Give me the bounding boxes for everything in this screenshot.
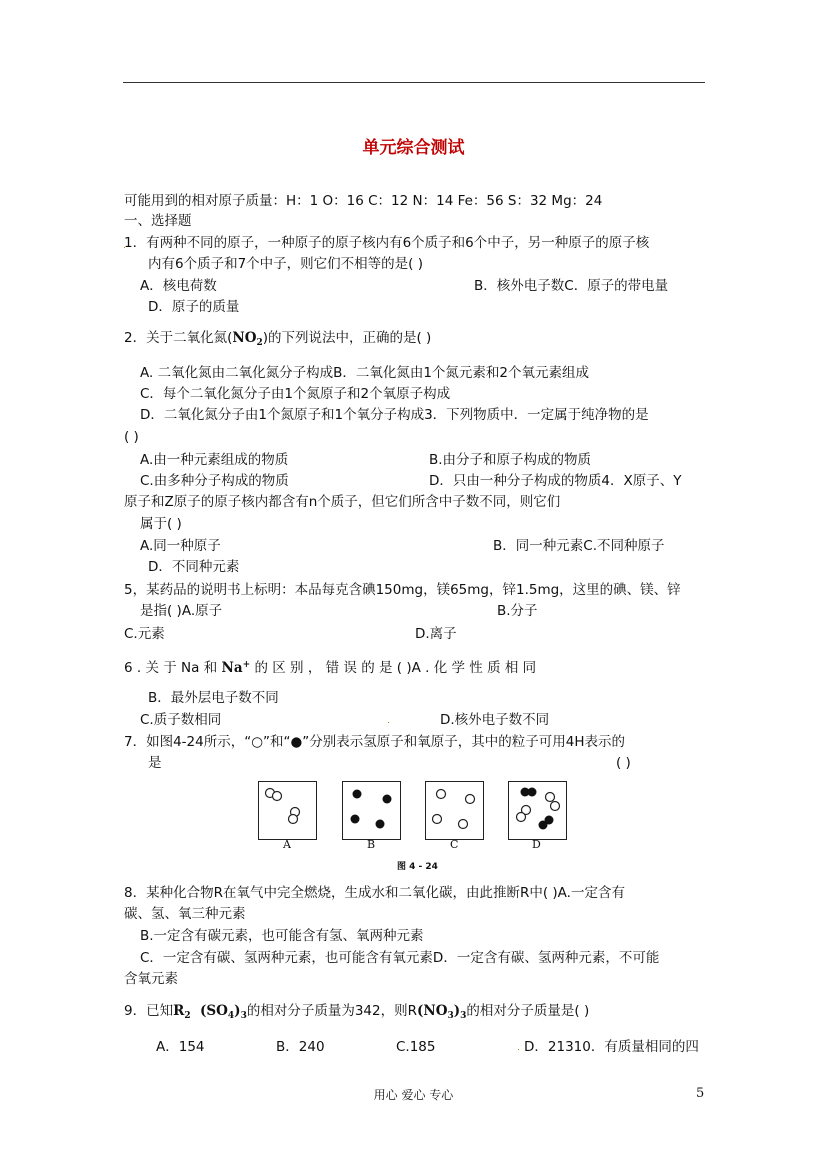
figure-box-c — [425, 781, 484, 840]
formula-no3: (NO — [416, 1003, 448, 1019]
q5-option-b: B.分子 — [497, 603, 538, 619]
q8-stem-a: 8．某种化合物R在氧气中完全燃烧，生成水和二氧化碳，由此推断R中( )A.一定含有 — [124, 885, 625, 901]
particles-d — [509, 782, 566, 839]
hydrogen-atom — [517, 813, 526, 822]
q5-option-c: C.元素 — [124, 626, 165, 642]
header-rule — [123, 82, 705, 83]
q2-stem-pre: 2．关于二氧化氮( — [124, 330, 233, 346]
q6-option-c: C.质子数相同 — [140, 712, 222, 728]
q9-stem-mid: 的相对分子质量为342，则R — [246, 1003, 417, 1019]
q8-option-d-cont: 含氧元素 — [124, 971, 178, 987]
q5-option-d: D.离子 — [415, 626, 457, 642]
atomic-masses: 可能用到的相对原子质量：H：1 O：16 C：12 N：14 Fe：56 S：32 Mg：24 — [124, 193, 603, 209]
formula-so4-close: ) — [234, 1003, 241, 1019]
formula-so4-sub2: 3 — [240, 1011, 247, 1021]
figure-label-a: A — [283, 838, 291, 851]
oxygen-atom — [376, 820, 385, 829]
sodium-ion — [222, 660, 251, 676]
q8-option-cd: C．一定含有碳、氢两种元素，也可能含有氧元素D．一定含有碳、氢两种元素，不可能 — [140, 950, 660, 966]
q1-option-bc: B．核外电子数C．原子的带电量 — [474, 278, 669, 294]
figure-box-d — [508, 781, 567, 840]
q8-stem-b: 碳、氢、氧三种元素 — [124, 906, 246, 922]
q9-option-d-q10-stem: D．21310．有质量相同的四 — [524, 1039, 699, 1055]
hydrogen-atom — [546, 793, 555, 802]
particles-a — [259, 782, 316, 839]
q2-option-c: C．每个二氧化氮分子由1个氮原子和2个氧原子构成 — [140, 386, 451, 402]
q4-option-bc: B．同一种元素C.不同种原子 — [493, 538, 665, 554]
q4-option-d: D．不同种元素 — [148, 559, 240, 575]
q6-stem-pre: 6 . 关 于 Na 和 — [124, 660, 218, 676]
q9-stem — [124, 1002, 589, 1025]
particles-c — [426, 782, 483, 839]
hydrogen-atom — [466, 795, 475, 804]
hydrogen-atom — [459, 820, 468, 829]
q3-option-b: B.由分子和原子构成的物质 — [429, 452, 592, 468]
q9-option-c: C.185 — [396, 1039, 436, 1055]
formula-so4: (SO — [200, 1003, 228, 1019]
hydrogen-atom — [551, 802, 560, 811]
q5-stem-b: 是指( )A.原子 — [140, 603, 223, 619]
sodium-ion-symbol: Na — [221, 660, 243, 676]
formula-r: R — [173, 1003, 185, 1019]
mark-dot — [518, 1049, 519, 1050]
hydrogen-atom — [437, 790, 446, 799]
oxygen-atom — [528, 788, 537, 797]
q3-paren: ( ) — [124, 429, 139, 445]
hydrogen-atom — [289, 815, 298, 824]
figure-box-a — [258, 781, 317, 840]
q6-option-d: D.核外电子数不同 — [440, 712, 550, 728]
formula-no3-sub: 3 — [447, 1011, 454, 1021]
sodium-ion-charge: + — [242, 660, 251, 670]
q1-option-d: D．原子的质量 — [148, 299, 240, 315]
figure-label-c: C — [450, 838, 459, 851]
page-number: 5 — [696, 1086, 705, 1101]
formula-r-sub: 2 — [184, 1011, 191, 1021]
q4-option-a: A.同一种原子 — [140, 538, 221, 554]
q3-option-d-q4-stem: D．只由一种分子构成的物质4．X原子、Y — [429, 473, 682, 489]
formula-no2-main: NO — [232, 330, 257, 346]
q2-option-ab: A. 二氧化氮由二氧化氮分子构成B．二氧化氮由1个氮元素和2个氧元素组成 — [140, 365, 590, 381]
formula-no3-close: ) — [453, 1003, 461, 1019]
q1-stem-b: 内有6个质子和7个中子，则它们不相等的是( ) — [148, 256, 424, 272]
q7-paren: ( ) — [616, 755, 631, 771]
oxygen-atom — [383, 795, 392, 804]
formula-r2so43 — [173, 1003, 247, 1019]
q2-option-d-q3-stem: D．二氧化氮分子由1个氮原子和1个氧分子构成3．下列物质中．一定属于纯净物的是 — [140, 407, 649, 423]
q4-stem-cont: 原子和Z原子的原子核内都含有n个质子，但它们所含中子数不同，则它们 — [124, 494, 561, 510]
formula-no2-sub: 2 — [256, 338, 263, 348]
oxygen-atom — [353, 790, 362, 799]
page-title: 单元综合测试 — [362, 138, 465, 158]
section-heading: 一、选择题 — [124, 213, 192, 229]
q5-stem-a: 5，某药品的说明书上标明：本品每克含碘150mg，镁65mg，锌1.5mg，这里的碘、镁、锌 — [124, 582, 681, 598]
q3-option-c: C.由多种分子构成的物质 — [140, 473, 289, 489]
q7-stem-a: 7．如图4-24所示，“○”和“●”分别表示氢原子和氧原子，其中的粒子可用4H表示的 — [124, 734, 626, 750]
formula-no2 — [232, 330, 262, 346]
q6-stem-post: 的 区 别 ， 错 误 的 是 ( )A . 化 学 性 质 相 同 — [254, 660, 537, 676]
figure-box-b — [342, 781, 401, 840]
hydrogen-atom — [273, 792, 282, 801]
q6-stem — [124, 656, 536, 677]
oxygen-atom — [351, 815, 360, 824]
q1-option-a: A．核电荷数 — [140, 278, 217, 294]
formula-so4-sub: 4 — [227, 1011, 235, 1021]
page-footer: 用心 爱心 专心 — [373, 1088, 454, 1102]
q6-option-b: B．最外层电子数不同 — [148, 690, 279, 706]
q2-stem — [124, 329, 431, 352]
formula-no33 — [417, 1003, 466, 1019]
hydrogen-atom — [433, 815, 442, 824]
figure-label-d: D — [532, 838, 541, 851]
formula-no3-sub2: 3 — [460, 1011, 467, 1021]
q1-stem-a: 1．有两种不同的原子，一种原子的原子核内有6个质子和6个中子，另一种原子的原子核 — [124, 235, 650, 251]
q9-option-b: B．240 — [276, 1039, 325, 1055]
q2-stem-post: )的下列说法中，正确的是( ) — [262, 330, 432, 346]
q9-stem-pre: 9．已知 — [124, 1003, 174, 1019]
q9-option-a: A．154 — [156, 1039, 205, 1055]
mark-dot — [388, 722, 389, 723]
oxygen-atom — [539, 821, 548, 830]
q4-stem-tail: 属于( ) — [140, 516, 182, 532]
figure-label-b: B — [367, 838, 376, 851]
q3-option-a: A.由一种元素组成的物质 — [140, 452, 289, 468]
q7-stem-b: 是 — [148, 755, 162, 771]
particles-b — [343, 782, 400, 839]
q8-option-b: B.一定含有碳元素，也可能含有氢、氧两种元素 — [140, 928, 424, 944]
figure-caption: 图 4 - 24 — [397, 862, 438, 872]
q9-stem-post: 的相对分子质量是( ) — [466, 1003, 590, 1019]
